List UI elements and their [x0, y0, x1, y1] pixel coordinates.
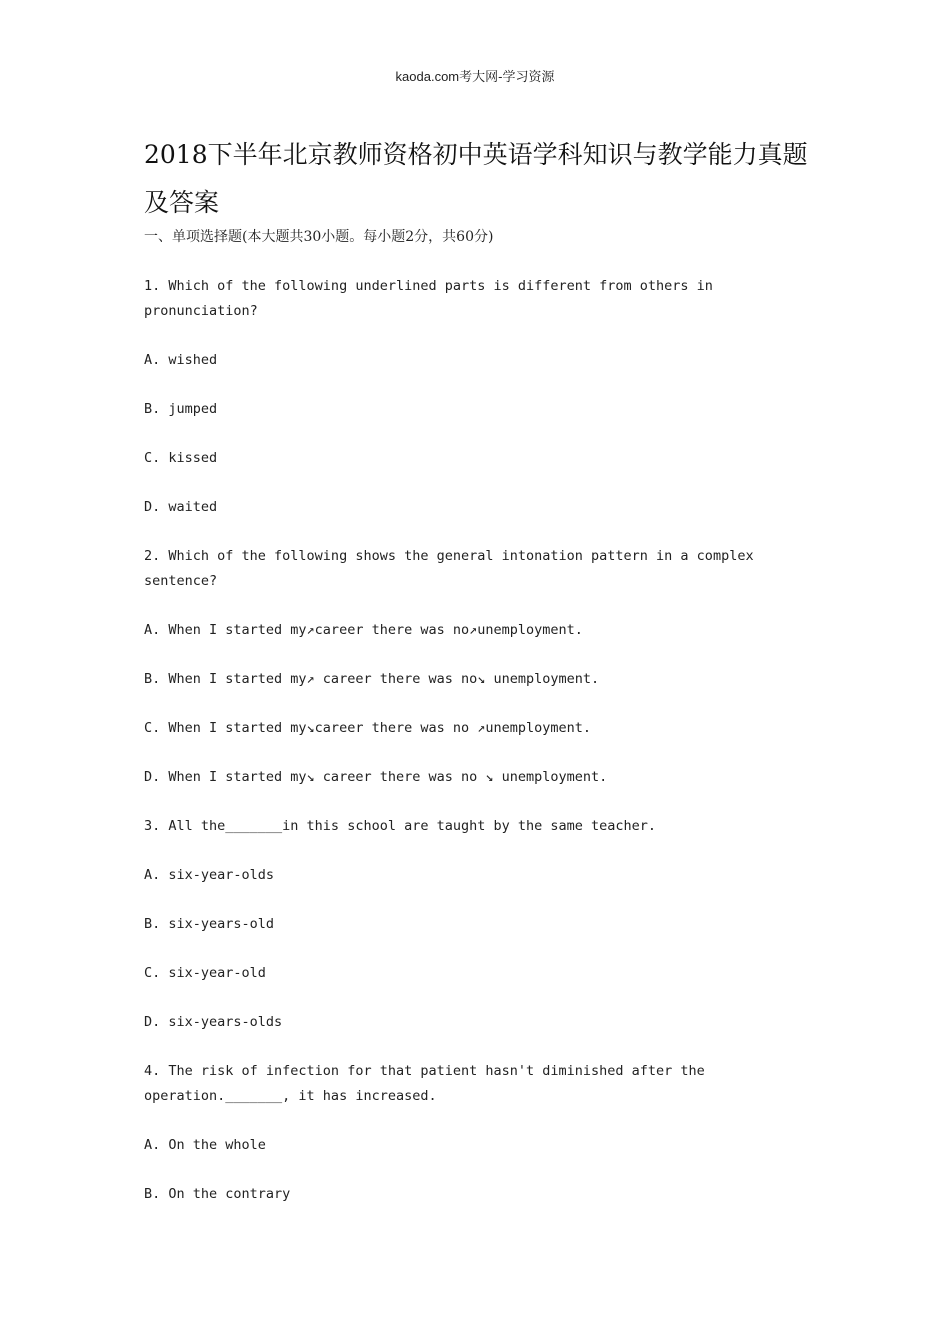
section-heading: 一、单项选择题(本大题共30小题。每小题2分，共60分) [144, 229, 494, 245]
option-item: A. When I started my↗career there was no↗unemployment. [144, 622, 583, 638]
question-stem: 2. Which of the following shows the general intonation pattern in a complex sentence? [144, 548, 762, 589]
option-item: B. jumped [144, 401, 218, 417]
question-stem: 3. All the_______in this school are taught by the same teacher. [144, 818, 657, 834]
option-item: C. kissed [144, 450, 218, 466]
question-stem: 4. The risk of infection for that patient hasn't diminished after the operation._______, it has increased. [144, 1063, 713, 1104]
option-item: A. On the whole [144, 1137, 266, 1153]
option-item: B. six-years-old [144, 916, 275, 932]
option-item: D. waited [144, 499, 218, 515]
question-list [144, 274, 784, 1207]
option-item: D. When I started my↘ career there was no ↘ unemployment. [144, 769, 608, 785]
page-header: kaoda.com考大网-学习资源 [395, 69, 555, 84]
document-title: 2018下半年北京教师资格初中英语学科知识与教学能力真题及答案 [144, 140, 808, 217]
option-item: A. wished [144, 352, 218, 368]
option-item: B. When I started my↗ career there was no↘ unemployment. [144, 671, 600, 687]
option-item: D. six-years-olds [144, 1014, 283, 1030]
option-item: C. When I started my↘career there was no ↗unemployment. [144, 720, 592, 736]
option-item: B. On the contrary [144, 1186, 291, 1202]
option-item: C. six-year-old [144, 965, 266, 981]
question-stem: 1. Which of the following underlined parts is different from others in pronunciation? [144, 278, 722, 319]
option-item: A. six-year-olds [144, 867, 275, 883]
